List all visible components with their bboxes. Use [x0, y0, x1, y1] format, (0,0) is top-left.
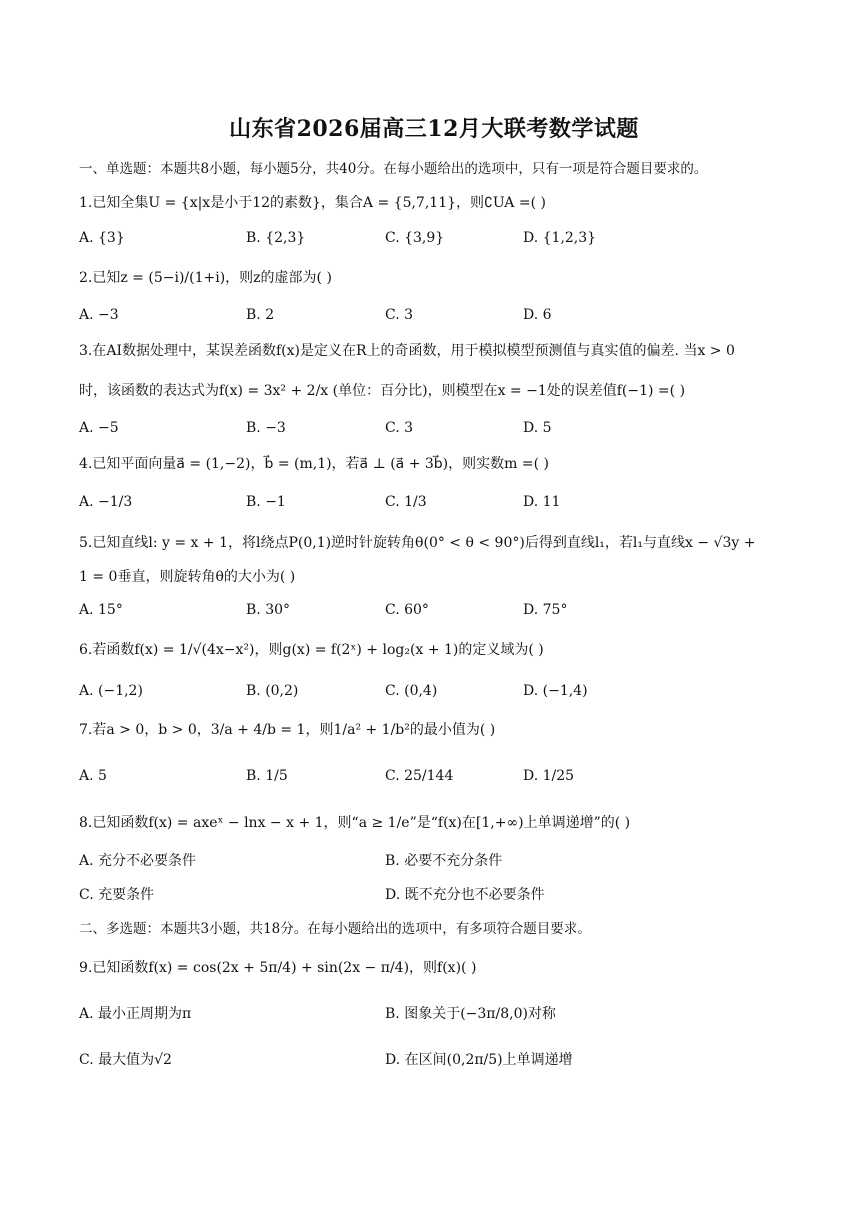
page-title: 山东省2026届高三12月大联考数学试题	[229, 116, 639, 142]
question-9-option-c: C. 最大值为√2	[79, 1052, 172, 1068]
question-6-option-c: C. (0,4)	[385, 683, 438, 699]
question-4-option-c: C. 1/3	[385, 494, 427, 510]
question-4-option-d: D. 11	[523, 494, 561, 510]
question-5-stem-line-1: 5.已知直线l: y = x + 1，将l绕点P(0,1)逆时针旋转角θ(0° < θ < 90°)后得到直线l₁，若l₁与直线x − √3y +	[79, 535, 756, 551]
section-2-header: 二、多选题：本题共3小题，共18分。在每小题给出的选项中，有多项符合题目要求。	[79, 921, 591, 937]
question-2-stem: 2.已知z = (5−i)/(1+i)，则z的虚部为( )	[79, 270, 332, 286]
question-9-option-b: B. 图象关于(−3π/8,0)对称	[385, 1006, 556, 1022]
question-6-option-a: A. (−1,2)	[79, 683, 143, 699]
question-1-option-c: C. {3,9}	[385, 230, 445, 246]
question-1-stem: 1.已知全集U = {x|x是小于12的素数}，集合A = {5,7,11}，则∁UA =( )	[79, 195, 546, 211]
question-3-option-b: B. −3	[246, 420, 286, 436]
question-5-option-b: B. 30°	[246, 602, 291, 618]
question-8-option-b: B. 必要不充分条件	[385, 853, 503, 869]
question-8-stem: 8.已知函数f(x) = axeˣ − lnx − x + 1，则“a ≥ 1/e”是“f(x)在[1,+∞)上单调递增”的( )	[79, 815, 631, 831]
question-9-option-d: D. 在区间(0,2π/5)上单调递增	[385, 1052, 573, 1068]
question-7-option-b: B. 1/5	[246, 768, 288, 784]
question-8-option-c: C. 充要条件	[79, 887, 155, 903]
question-9-stem: 9.已知函数f(x) = cos(2x + 5π/4) + sin(2x − π/4)，则f(x)( )	[79, 960, 477, 976]
section-1-header: 一、单选题：本题共8小题，每小题5分，共40分。在每小题给出的选项中，只有一项是符合题目要求的。	[79, 161, 708, 177]
question-7-option-c: C. 25/144	[385, 768, 454, 784]
question-5-option-a: A. 15°	[79, 602, 123, 618]
question-4-option-a: A. −1/3	[79, 494, 133, 510]
question-6-stem: 6.若函数f(x) = 1/√(4x−x²)，则g(x) = f(2ˣ) + log₂(x + 1)的定义域为( )	[79, 642, 544, 658]
question-1-option-b: B. {2,3}	[246, 230, 306, 246]
question-8-option-d: D. 既不充分也不必要条件	[385, 887, 545, 903]
question-1-option-a: A. {3}	[79, 230, 125, 246]
question-7-option-d: D. 1/25	[523, 768, 575, 784]
question-2-option-c: C. 3	[385, 307, 414, 323]
question-5-option-c: C. 60°	[385, 602, 429, 618]
question-3-stem-line-2: 时，该函数的表达式为f(x) = 3x² + 2/x (单位：百分比)，则模型在x = −1处的误差值f(−1) =( )	[79, 383, 686, 399]
question-2-option-d: D. 6	[523, 307, 552, 323]
question-4-option-b: B. −1	[246, 494, 286, 510]
question-6-option-b: B. (0,2)	[246, 683, 299, 699]
question-3-option-c: C. 3	[385, 420, 414, 436]
question-3-stem-line-1: 3.在AI数据处理中，某误差函数f(x)是定义在R上的奇函数，用于模拟模型预测值与真实值的偏差. 当x > 0	[79, 343, 735, 359]
question-3-option-d: D. 5	[523, 420, 552, 436]
question-4-stem: 4.已知平面向量a⃗ = (1,−2)，b⃗ = (m,1)，若a⃗ ⊥ (a⃗ + 3b⃗)，则实数m =( )	[79, 456, 549, 472]
question-5-stem-line-2: 1 = 0垂直，则旋转角θ的大小为( )	[79, 569, 296, 585]
question-9-option-a: A. 最小正周期为π	[79, 1006, 192, 1022]
question-6-option-d: D. (−1,4)	[523, 683, 588, 699]
question-2-option-b: B. 2	[246, 307, 275, 323]
question-5-option-d: D. 75°	[523, 602, 568, 618]
question-3-option-a: A. −5	[79, 420, 119, 436]
question-7-stem: 7.若a > 0，b > 0，3/a + 4/b = 1，则1/a² + 1/b²的最小值为( )	[79, 722, 496, 738]
question-8-option-a: A. 充分不必要条件	[79, 853, 197, 869]
question-2-option-a: A. −3	[79, 307, 119, 323]
question-1-option-d: D. {1,2,3}	[523, 230, 597, 246]
question-7-option-a: A. 5	[79, 768, 107, 784]
